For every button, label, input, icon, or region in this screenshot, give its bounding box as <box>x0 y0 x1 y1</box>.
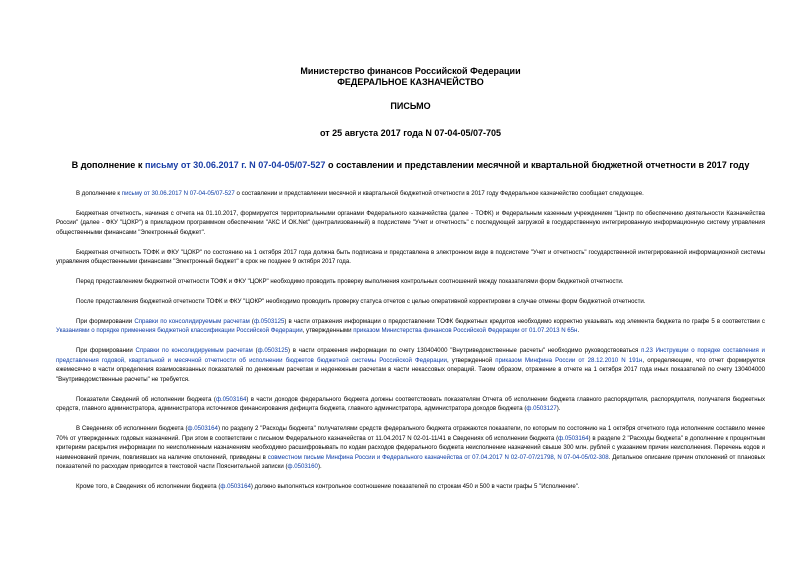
text: Бюджетная отчетность, начиная с отчета на 01.10.2017, формируется территориальными органами Федерального казначейства (далее - ТОФК) и Федеральным казенным учреждением "Центр по обеспечению деятельности Казначейства России" (далее - ФКУ "ЦОКР") в прикладном программном обеспечении "АКС И ОК.Net" (централизованный) в подсистеме "Учет и отчетность" с последующей загрузкой в государственную интегрированную информационную систему управления общественными финансами "Электронный бюджет". <box>56 209 765 236</box>
form-link[interactable]: ф.0503125 <box>257 347 289 355</box>
form-link[interactable]: ф.0503160 <box>287 463 318 471</box>
form-link[interactable]: ф.0503164 <box>220 483 251 491</box>
paragraph-1 <box>56 189 765 199</box>
text: ( <box>249 317 254 325</box>
paragraph-6 <box>56 317 765 336</box>
text: , определяющим, что отчет формируется ежемесячно в части определения взаимосвязанных показателей по денежным расчетам и неденежным расчетам в части некассовых операций. Таким образом, отражение в отчете на 1 октября 2017 года иных показателей по счету 130404000 "Внутриведомственные расчеты" не требуется. <box>56 356 765 383</box>
text: , утвержденными <box>302 327 354 335</box>
paragraph-7 <box>56 346 765 384</box>
text: Показатели Сведений об исполнении бюджета ( <box>76 395 216 403</box>
text: , утвержденной <box>446 356 496 364</box>
letter-link[interactable]: письму от 30.06.2017 N 07-04-05/07-527 <box>121 190 235 197</box>
text: После представления бюджетной отчетности ТОФК и ФКУ "ЦОКР" необходимо проводить проверку статуса отчетов с целью оперативной корректировки в случае отмены форм бюджетной отчетности. <box>76 297 646 305</box>
text: Перед представлением бюджетной отчетности ТОФК и ФКУ "ЦОКР" необходимо проводить проверку выполнения контрольных соотношений между показателями форм бюджетной отчетности. <box>76 278 624 286</box>
text: о составлении и представлении месячной и квартальной бюджетной отчетности в 2017 году Федеральное казначейство сообщает следующее. <box>234 190 644 197</box>
document-title <box>56 160 765 171</box>
text: Кроме того, в Сведениях об исполнении бюджета ( <box>76 483 221 491</box>
title-suffix: о составлении и представлении месячной и квартальной бюджетной отчетности в 2017 году <box>325 160 750 170</box>
text: При формировании <box>76 347 136 355</box>
paragraph-4 <box>56 277 765 287</box>
text: ) должно выполняться контрольное соотношение показателей по строкам 450 и 500 в части графы 5 "Исполнение". <box>250 483 580 491</box>
text: В Сведениях об исполнении бюджета ( <box>76 425 188 432</box>
text: ) в разделе 2 "Расходы бюджета" в дополнение к процентным критериям раскрытия информации по неисполненным назначениям необходимо расшифровывать по кодам расходов федерального бюджета неисполнение назначений свыше 300 млн. рублей с указанием причин неисполнения. Перечень кодов и наименований причин, повлиявших на наличие отклонений, приведены в <box>56 434 766 461</box>
paragraph-10 <box>56 482 765 492</box>
form-link[interactable]: ф.0503164 <box>187 425 218 432</box>
text: . Детальное описание причин отклонений от плановых показателей по расходам приводится в текстовой части Пояснительной записки ( <box>56 453 765 471</box>
text: ) в части доходов федерального бюджета должны соответствовать показателям Отчета об исполнении бюджета главного распорядителя, распорядителя, получателя бюджетных средств, главного администратора, администратора источников финансирования дефицита бюджета, главного администратора, администратора доходов бюджета ( <box>56 395 766 413</box>
order-link[interactable]: приказом Минфина России от 28.12.2010 N 191н <box>495 356 643 364</box>
instruction-clause-link[interactable]: п.23 Инструкции о порядке составления и представления годовой, квартальной и месячной отчетности об исполнении бюджетов бюджетной системы Российской Федерации <box>56 347 765 364</box>
text: ). <box>556 405 561 413</box>
certificate-link[interactable]: Справки по консолидируемым расчетам <box>135 347 253 355</box>
title-prefix: В дополнение к <box>71 160 145 170</box>
agency-name: ФЕДЕРАЛЬНОЕ КАЗНАЧЕЙСТВО <box>337 77 484 87</box>
joint-letter-link[interactable]: совместном письме Минфина России и Федерального казначейства от 07.04.2017 N 02-07-07/21798, N 07-04-05/02-308 <box>267 453 609 461</box>
text: Бюджетная отчетность ТОФК и ФКУ "ЦОКР" по состоянию на 1 октября 2017 года должна быть подписана и представлена в электронном виде в подсистеме "Учет и отчетность" государственной интегрированной информационной системы управления общественными финансами "Электронный бюджет" в срок не позднее 9 октября 2017 года. <box>56 248 765 266</box>
title-letter-link[interactable]: письму от 30.06.2017 г. N 07-04-05/07-527 <box>144 160 326 170</box>
text: ). <box>317 463 322 471</box>
text: . <box>577 327 580 335</box>
order-link[interactable]: приказом Министерства финансов Российской Федерации от 01.07.2013 N 65н <box>353 327 578 335</box>
paragraph-3 <box>56 248 765 267</box>
paragraph-5 <box>56 297 765 307</box>
ministry-name: Министерство финансов Российской Федерации <box>300 66 521 76</box>
text: ) по разделу 2 "Расходы бюджета" получателями средств федерального бюджета отражаются показатели, по которым по состоянию на 1 октября отчетного года исполнение составило менее 70% от утвержденных годовых назначений. При этом в соответствии с письмом Федерального казначейства от 11.04.2017 N 02-01-11/41 в Сведениях об исполнении бюджета ( <box>56 425 765 442</box>
form-link[interactable]: ф.0503164 <box>215 395 247 403</box>
text: В дополнение к <box>76 190 122 197</box>
document-type: ПИСЬМО <box>390 101 431 111</box>
document-date-number: от 25 августа 2017 года N 07-04-05/07-705 <box>320 128 501 138</box>
document-body <box>56 189 765 492</box>
text: ( <box>252 347 258 355</box>
text: ) в части отражения информации по счету 130404000 "Внутриведомственные расчеты" необходимо руководствоваться <box>288 347 642 355</box>
text: ) в части отражения информации о предоставлении ТОФК бюджетных кредитов необходимо корректно указывать код элемента бюджета по графе 5 в соответствии с <box>284 317 765 325</box>
paragraph-8 <box>56 395 765 414</box>
text: При формировании <box>76 317 135 325</box>
form-link[interactable]: ф.0503127 <box>526 405 557 413</box>
form-link[interactable]: ф.0503125 <box>253 317 285 325</box>
paragraph-2 <box>56 209 765 238</box>
form-link[interactable]: ф.0503164 <box>558 434 589 442</box>
certificate-link[interactable]: Справки по консолидируемым расчетам <box>134 317 250 325</box>
paragraph-9 <box>56 424 765 472</box>
instructions-link[interactable]: Указаниями о порядке применения бюджетной классификации Российской Федерации <box>56 327 303 335</box>
